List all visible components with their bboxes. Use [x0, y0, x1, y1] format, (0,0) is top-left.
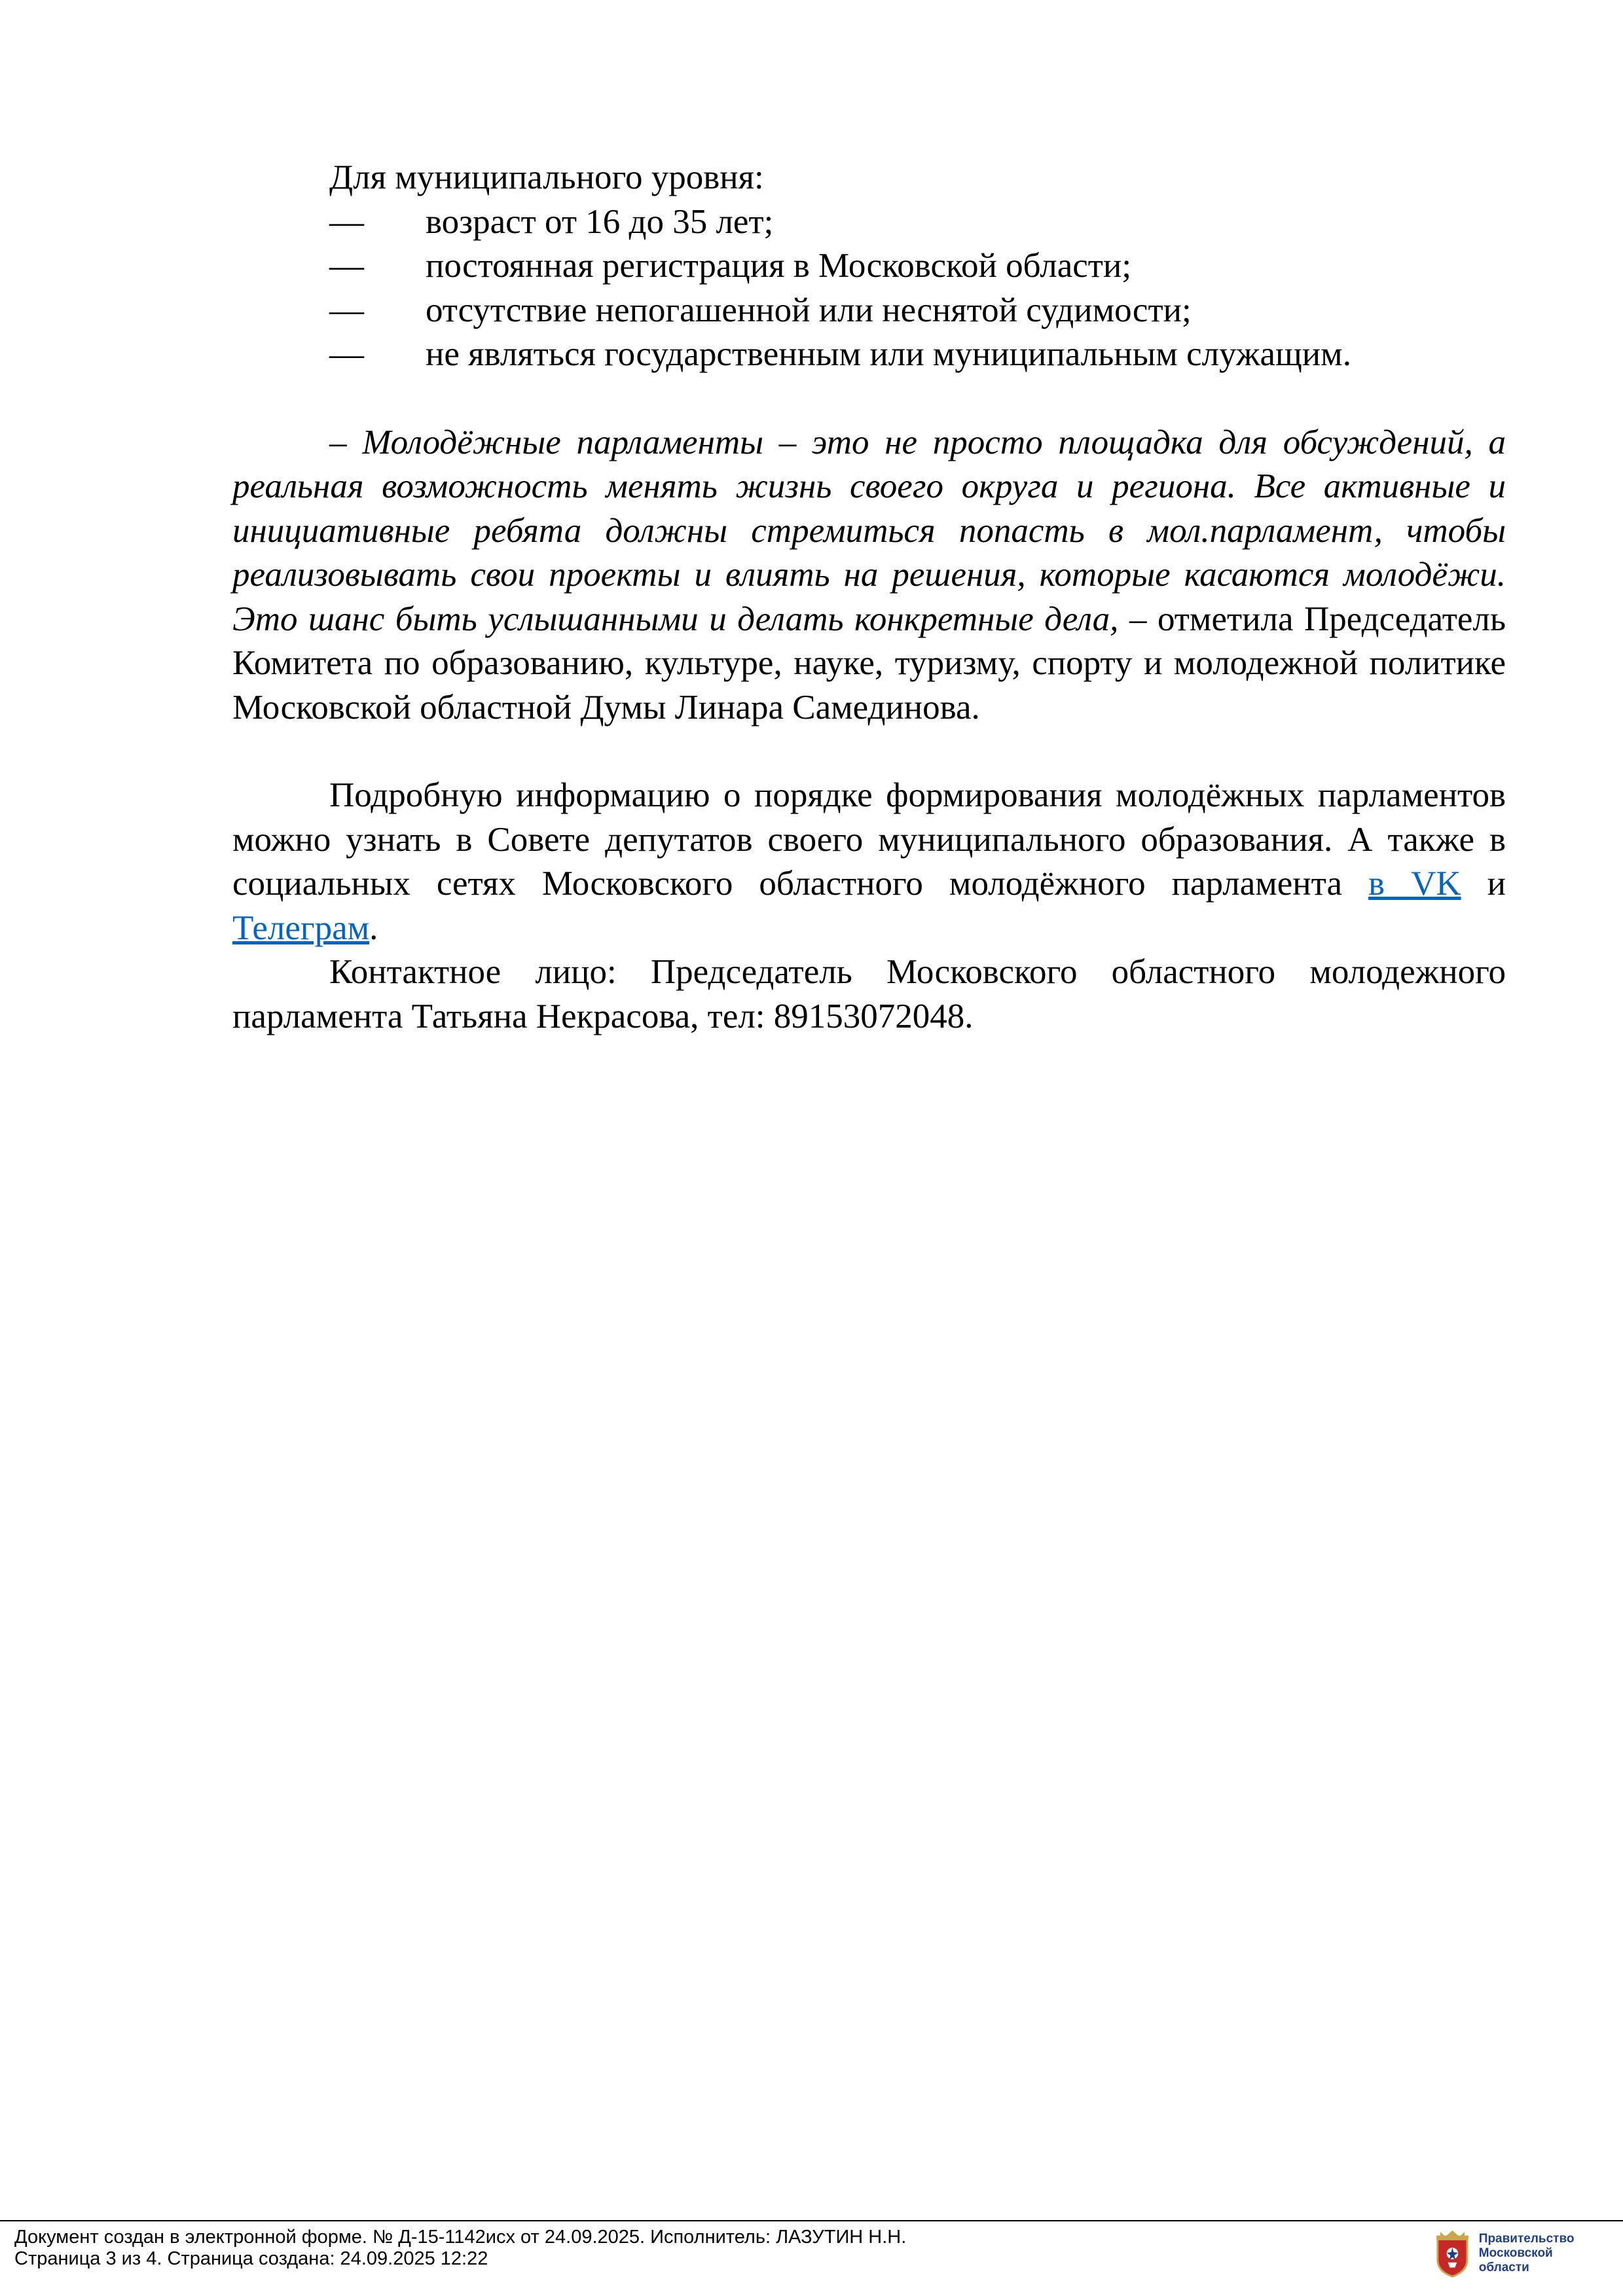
list-dash: — — [329, 247, 364, 285]
list-dash: — — [329, 335, 364, 373]
quote-attribution: – отметила Председатель Комитета по образованию, культуре, науке, туризму, спорту и молодежной политике Московской областной Думы Линара Самединова. — [232, 600, 1506, 726]
requirement-item — [232, 244, 1506, 289]
info-end: . — [369, 908, 378, 947]
logo-caption — [1479, 2232, 1604, 2275]
paragraph-gap — [232, 377, 1506, 421]
document-footer — [14, 2227, 906, 2270]
footer-divider — [0, 2220, 1623, 2221]
requirement-text: постоянная регистрация в Московской области; — [426, 247, 1132, 285]
requirement-text: не являться государственным или муниципальным служащим. — [426, 335, 1351, 373]
paragraph-gap — [232, 730, 1506, 774]
requirement-item — [232, 332, 1506, 377]
requirement-item — [232, 200, 1506, 245]
logo-line-1: Правительство — [1478, 2232, 1575, 2246]
quote-text: – Молодёжные парламенты – это не просто площадка для обсуждений, а реальная возможность менять жизнь своего округа и региона. Все активные и инициативные ребята должны стремиться попасть в мол.парламент, чтобы реализовывать свои проекты и влиять на решения, которые касаются молодёжи. Это шанс быть услышанными и делать конкретные дела, — [232, 423, 1506, 638]
requirements-heading: Для муниципального уровня: — [329, 158, 764, 196]
vk-link[interactable]: в VK — [1368, 865, 1461, 903]
info-text: Подробную информацию о порядке формирования молодёжных парламентов можно узнать в Совете депутатов своего муниципального образования. А также в социальных сетях Московского областного молодёжного парламента — [232, 776, 1506, 903]
info-and: и — [1461, 865, 1506, 903]
logo-line-2: Московской области — [1478, 2246, 1553, 2274]
requirement-text: возраст от 16 до 35 лет; — [426, 202, 774, 241]
telegram-link[interactable]: Телеграм — [232, 908, 370, 947]
requirement-item — [232, 289, 1506, 333]
document-body — [232, 156, 1506, 1039]
list-dash: — — [329, 202, 364, 241]
moscow-region-emblem-icon — [1434, 2229, 1471, 2278]
contact-paragraph: Контактное лицо: Председатель Московского областного молодежного парламента Татьяна Некрасова, тел: 89153072048. — [232, 953, 1506, 1035]
quote-paragraph — [232, 421, 1506, 730]
requirement-text: отсутствие непогашенной или неснятой судимости; — [426, 291, 1192, 329]
list-dash: — — [329, 291, 364, 329]
footer-document-info: Документ создан в электронной форме. № Д-15-1142исх от 24.09.2025. Исполнитель: ЛАЗУТИН Н.Н. — [14, 2227, 907, 2248]
footer-page-info: Страница 3 из 4. Страница создана: 24.09.2025 12:22 — [14, 2248, 488, 2269]
government-logo — [1434, 2225, 1604, 2282]
info-paragraph — [232, 774, 1506, 950]
